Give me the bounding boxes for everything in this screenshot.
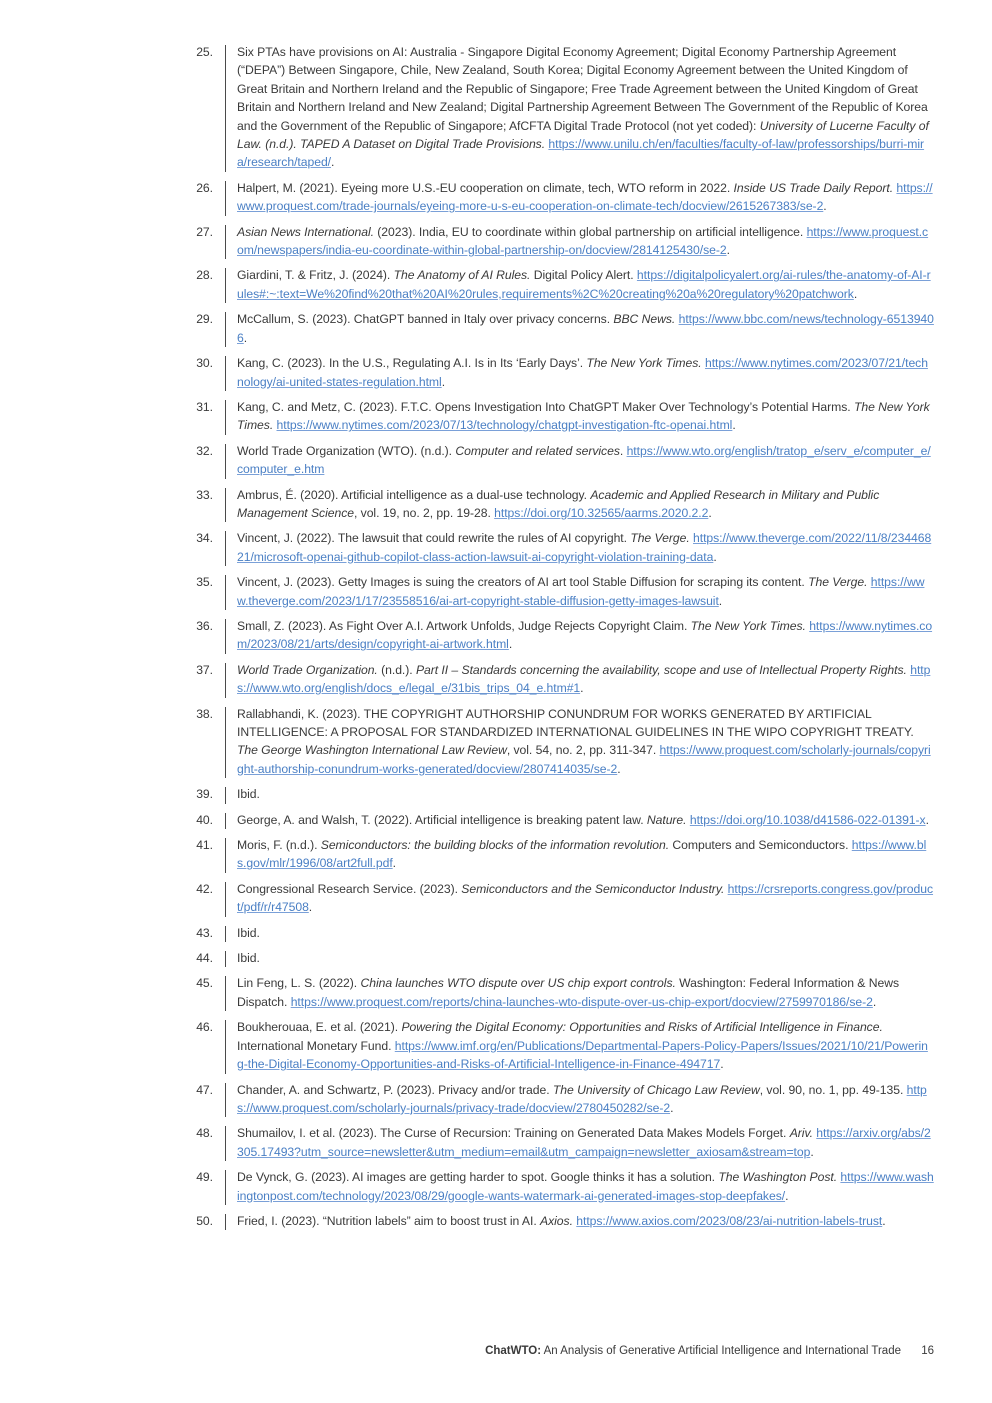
- reference-link[interactable]: https://www.nytimes.com/2023/08/21/arts/design/copyright-ai-artwork.html: [237, 618, 933, 652]
- reference-divider: [225, 1214, 226, 1230]
- reference-text: [237, 181, 933, 213]
- reference-text-segment: Vincent, J. (2023). Getty Images is suing the creators of AI art tool Stable Diffusion for scraping its content.: [237, 575, 809, 590]
- reference-number: 33.: [196, 487, 213, 502]
- reference-divider: [225, 400, 226, 435]
- reference-italic-text: China launches WTO dispute over US chip export controls.: [360, 976, 676, 991]
- reference-item: [0, 1124, 992, 1161]
- reference-text-segment: (n.d.).: [377, 662, 416, 677]
- reference-divider: [225, 312, 226, 347]
- reference-item: [0, 661, 992, 698]
- reference-link[interactable]: https://www.proquest.com/trade-journals/eyeing-more-u-s-eu-cooperation-on-climate-tech/docview/2615267383/se-2: [237, 180, 933, 214]
- footer-title: [485, 1345, 901, 1357]
- reference-divider: [225, 882, 226, 917]
- reference-text-segment: Fried, I. (2023). “Nutrition labels” aim to boost trust in AI.: [237, 1213, 541, 1228]
- reference-text: [237, 663, 930, 695]
- reference-italic-text: The New York Times.: [586, 356, 702, 371]
- reference-italic-text: Asian News International.: [237, 224, 374, 239]
- reference-item: [0, 949, 992, 967]
- reference-link[interactable]: https://www.unilu.ch/en/faculties/faculty-of-law/professorships/burri-mira/research/taped/: [237, 137, 925, 170]
- reference-number: 44.: [196, 951, 213, 966]
- reference-item: [0, 266, 992, 303]
- reference-item: [0, 43, 992, 172]
- reference-text: [237, 312, 934, 344]
- reference-divider: [225, 813, 226, 829]
- reference-text-segment: .: [882, 1213, 886, 1228]
- reference-text-segment: Chander, A. and Schwartz, P. (2023). Privacy and/or trade.: [237, 1082, 553, 1097]
- reference-text-segment: .: [508, 637, 513, 652]
- reference-text: [237, 575, 924, 607]
- reference-link[interactable]: https://www.wto.org/english/tratop_e/serv_e/computer_e/computer_e.htm: [237, 443, 931, 477]
- reference-link[interactable]: https://www.bls.gov/mlr/1996/08/art2full.pdf: [237, 838, 927, 871]
- reference-item: [0, 354, 992, 391]
- reference-italic-text: Ariv.: [789, 1126, 813, 1141]
- reference-divider: [225, 707, 226, 779]
- reference-text: [237, 838, 926, 870]
- reference-italic-text: Computer and related services: [455, 443, 620, 458]
- reference-divider: [225, 575, 226, 610]
- reference-number: 46.: [196, 1020, 213, 1035]
- reference-divider: [225, 444, 226, 479]
- reference-divider: [225, 926, 226, 942]
- reference-item: [0, 310, 992, 347]
- reference-text: [237, 531, 931, 563]
- reference-text-segment: Vincent, J. (2022). The lawsuit that could rewrite the rules of AI copyright.: [237, 531, 631, 546]
- reference-text-segment: Giardini, T. & Fritz, J. (2024).: [237, 268, 394, 283]
- reference-italic-text: BBC News.: [613, 312, 676, 327]
- reference-number: 41.: [196, 838, 213, 853]
- reference-text-segment: Kang, C. and Metz, C. (2023). F.T.C. Opens Investigation Into ChatGPT Maker Over Technology’s Potential Harms.: [237, 399, 854, 414]
- reference-text: [237, 813, 929, 827]
- reference-number: 37.: [196, 662, 213, 677]
- reference-italic-text: World Trade Organization.: [237, 662, 378, 677]
- reference-number: 27.: [196, 224, 213, 239]
- reference-number: 38.: [196, 706, 213, 721]
- reference-text: [237, 225, 928, 257]
- reference-link[interactable]: https://www.proquest.com/reports/china-launches-wto-dispute-over-us-chip-export/docview/2759970186/se-2: [290, 994, 873, 1009]
- reference-italic-text: Semiconductors: the building blocks of the information revolution.: [320, 838, 670, 853]
- reference-text-segment: .: [720, 1057, 724, 1072]
- reference-number: 45.: [196, 976, 213, 991]
- reference-item: [0, 223, 992, 260]
- reference-text-segment: .: [810, 1144, 814, 1159]
- reference-italic-text: Nature.: [646, 812, 687, 827]
- reference-number: 34.: [196, 531, 213, 546]
- reference-link[interactable]: https://www.bbc.com/news/technology-65139406: [237, 312, 934, 345]
- reference-divider: [225, 1020, 226, 1073]
- reference-italic-text: The Washington Post.: [718, 1170, 838, 1185]
- reference-item: [0, 573, 992, 610]
- reference-number: 29.: [196, 312, 213, 327]
- reference-italic-text: The Verge.: [808, 575, 868, 590]
- reference-italic-text: The New York Times.: [237, 399, 930, 433]
- reference-text-segment: Lin Feng, L. S. (2022).: [237, 976, 361, 991]
- reference-divider: [225, 838, 226, 873]
- reference-text-segment: Small, Z. (2023). As Fight Over A.I. Artwork Unfolds, Judge Rejects Copyright Claim.: [237, 618, 691, 633]
- page-number: 16: [921, 1345, 934, 1357]
- reference-text-segment: Six PTAs have provisions on AI: Australia - Singapore Digital Economy Agreement; Digital Economy Partnership Agreement (“DEPA”) Between Singapore, Chile, New Zealand, South Korea; Digital Economy Agreement between the United Kingdom of Great Britain and Northern Ireland and the Republic of Singapore; Free Trade Agreement between the United Kingdom of Great Britain and Northern Ireland and New Zealand; Digital Partnership Agreement Between The Government of the Republic of Korea and the Government of the Republic of Singapore; AfCFTA Digital Trade Protocol (not yet coded):: [237, 45, 928, 133]
- reference-link[interactable]: https://www.imf.org/en/Publications/Departmental-Papers-Policy-Papers/Issues/2021/10/21/Powering-the-Digital-Economy-Opportunities-and-Risks-of-Artificial-Intelligence-in-Finance-494717: [237, 1038, 928, 1072]
- reference-text-segment: Rallabhandi, K. (2023). THE COPYRIGHT AUTHORSHIP CONUNDRUM FOR WORKS GENERATED BY ARTIFICIAL INTELLIGENCE: A PROPOSAL FOR STANDARDIZED INTERNATIONAL GUIDELINES IN THE WIPO COPYRIGHT TREATY.: [237, 706, 914, 739]
- reference-number: 39.: [196, 787, 213, 802]
- reference-divider: [225, 488, 226, 523]
- reference-text-segment: .: [713, 549, 717, 564]
- reference-text-segment: De Vynck, G. (2023). AI images are getting harder to spot. Google thinks it has a solution.: [237, 1170, 719, 1185]
- reference-link[interactable]: https://www.theverge.com/2023/1/17/23558516/ai-art-copyright-stable-diffusion-getty-images-lawsuit: [237, 575, 925, 608]
- reference-link[interactable]: https://www.proquest.com/newspapers/india-eu-coordinate-within-global-partnership-on/docview/2814125430/se-2: [237, 224, 929, 258]
- reference-text-segment: , vol. 19, no. 2, pp. 19-28.: [353, 505, 495, 520]
- reference-item: [0, 529, 992, 566]
- reference-item: [0, 617, 992, 654]
- reference-italic-text: The Anatomy of AI Rules.: [393, 268, 531, 283]
- reference-text: [237, 400, 930, 432]
- reference-item: [0, 1212, 992, 1230]
- reference-text-segment: .: [872, 994, 877, 1009]
- reference-text: [237, 951, 260, 965]
- reference-number: 26.: [196, 180, 213, 195]
- reference-text-segment: George, A. and Walsh, T. (2022). Artificial intelligence is breaking patent law.: [237, 812, 647, 827]
- reference-divider: [225, 1126, 226, 1161]
- reference-text-segment: Moris, F. (n.d.).: [237, 838, 321, 853]
- reference-text: [237, 488, 879, 520]
- reference-italic-text: Part II – Standards concerning the availability, scope and use of Intellectual Property Rights.: [415, 662, 907, 677]
- reference-item: [0, 924, 992, 942]
- reference-text-segment: Ibid.: [237, 925, 260, 940]
- reference-italic-text: Semiconductors and the Semiconductor Industry.: [461, 881, 725, 896]
- reference-text-segment: Washington: Federal Information & News Dispatch.: [237, 976, 899, 1009]
- reference-number: 31.: [196, 399, 213, 414]
- reference-text: [237, 268, 931, 300]
- reference-divider: [225, 787, 226, 803]
- reference-text-segment: .: [732, 418, 736, 433]
- reference-item: [0, 1081, 992, 1118]
- reference-italic-text: Axios.: [540, 1213, 573, 1228]
- reference-link[interactable]: https://doi.org/10.1038/d41586-022-01391-x: [689, 812, 926, 827]
- reference-text-segment: .: [823, 199, 827, 214]
- reference-text-segment: Boukherouaa, E. et al. (2021).: [237, 1020, 402, 1035]
- reference-text: [237, 1126, 931, 1158]
- reference-text: [237, 1214, 886, 1228]
- reference-item: [0, 974, 992, 1011]
- reference-link[interactable]: https://www.nytimes.com/2023/07/13/technology/chatgpt-investigation-ftc-openai.html: [276, 418, 733, 433]
- reference-text-segment: World Trade Organization (WTO). (n.d.).: [237, 443, 456, 458]
- reference-text-segment: Ibid.: [237, 787, 260, 802]
- reference-text-segment: Halpert, M. (2021). Eyeing more U.S.-EU cooperation on climate, tech, WTO reform in 2022.: [237, 180, 734, 195]
- reference-italic-text: Powering the Digital Economy: Opportunities and Risks of Artificial Intelligence in Finance.: [401, 1020, 883, 1035]
- reference-number: 28.: [196, 268, 213, 283]
- reference-link[interactable]: https://digitalpolicyalert.org/ai-rules/the-anatomy-of-AI-rules#:~:text=We%20find%20that%20AI%20rules,requirements%2C%20creating%20a%20regulatory%20patchwork: [237, 268, 931, 301]
- reference-link[interactable]: https://www.theverge.com/2022/11/8/23446821/microsoft-openai-github-copilot-class-action-lawsuit-ai-copyright-violation-training-data: [237, 531, 932, 564]
- reference-number: 35.: [196, 575, 213, 590]
- reference-text: [237, 444, 931, 476]
- reference-divider: [225, 45, 226, 172]
- reference-text-segment: Digital Policy Alert.: [530, 268, 637, 283]
- reference-text-segment: , vol. 54, no. 2, pp. 311-347.: [506, 743, 660, 758]
- reference-link[interactable]: https://www.proquest.com/scholarly-journals/privacy-trade/docview/2780450282/se-2: [237, 1082, 927, 1115]
- reference-text-segment: .: [243, 330, 248, 345]
- reference-link[interactable]: https://crsreports.congress.gov/product/pdf/r/r47508: [237, 881, 934, 915]
- reference-text-segment: .: [785, 1188, 789, 1203]
- reference-text: [237, 1020, 928, 1071]
- reference-link[interactable]: https://www.nytimes.com/2023/07/21/technology/ai-united-states-regulation.html: [237, 356, 928, 389]
- reference-italic-text: The University of Chicago Law Review: [552, 1082, 760, 1097]
- reference-item: [0, 785, 992, 803]
- footer-title-text: An Analysis of Generative Artificial Intelligence and International Trade: [541, 1345, 901, 1357]
- references-list: [0, 43, 992, 1237]
- reference-item: [0, 398, 992, 435]
- reference-text: [237, 356, 928, 388]
- reference-text-segment: Congressional Research Service. (2023).: [237, 881, 462, 896]
- reference-text-segment: .: [925, 812, 929, 827]
- reference-text: [237, 882, 933, 914]
- reference-text-segment: .: [392, 856, 397, 871]
- reference-text: [237, 976, 899, 1008]
- reference-divider: [225, 951, 226, 967]
- reference-italic-text: The New York Times.: [690, 618, 806, 633]
- reference-divider: [225, 181, 226, 216]
- reference-text: [237, 707, 931, 776]
- reference-text-segment: .: [308, 900, 313, 915]
- reference-italic-text: Academic and Applied Research in Military and Public Management Science: [237, 487, 880, 520]
- reference-link[interactable]: https://www.wto.org/english/docs_e/legal_e/31bis_trips_04_e.htm#1: [237, 662, 931, 696]
- reference-number: 25.: [196, 45, 213, 59]
- reference-text-segment: .: [441, 374, 446, 389]
- reference-text-segment: Kang, C. (2023). In the U.S., Regulating A.I. Is in Its ‘Early Days’.: [237, 356, 587, 371]
- reference-item: [0, 880, 992, 917]
- reference-divider: [225, 976, 226, 1011]
- reference-link[interactable]: https://arxiv.org/abs/2305.17493?utm_source=newsletter&utm_medium=email&utm_campaign=newsletter_axiosam&stream=top: [237, 1126, 931, 1159]
- reference-number: 49.: [196, 1170, 213, 1185]
- reference-number: 30.: [196, 356, 213, 371]
- reference-divider: [225, 663, 226, 698]
- reference-italic-text: The Verge.: [630, 531, 690, 546]
- reference-number: 36.: [196, 618, 213, 633]
- reference-text-segment: .: [726, 243, 730, 258]
- reference-text-segment: .: [670, 1100, 674, 1115]
- reference-text-segment: .: [619, 443, 627, 458]
- reference-number: 43.: [196, 925, 213, 940]
- reference-text-segment: McCallum, S. (2023). ChatGPT banned in Italy over privacy concerns.: [237, 312, 614, 327]
- reference-divider: [225, 619, 226, 654]
- reference-text-segment: .: [580, 681, 584, 696]
- reference-text-segment: (2023). India, EU to coordinate within global partnership on artificial intelligence.: [373, 224, 807, 239]
- reference-text: [237, 787, 260, 801]
- reference-text-segment: Computers and Semiconductors.: [669, 838, 852, 853]
- footer-brand: ChatWTO:: [485, 1345, 542, 1357]
- reference-divider: [225, 268, 226, 303]
- reference-text-segment: International Monetary Fund.: [237, 1038, 395, 1053]
- reference-divider: [225, 356, 226, 391]
- reference-italic-text: Inside US Trade Daily Report.: [733, 180, 894, 195]
- reference-link[interactable]: https://www.axios.com/2023/08/23/ai-nutrition-labels-trust: [576, 1213, 883, 1228]
- reference-text-segment: , vol. 90, no. 1, pp. 49-135.: [759, 1082, 907, 1097]
- reference-number: 32.: [196, 443, 213, 458]
- reference-text: [237, 619, 932, 651]
- reference-item: [0, 486, 992, 523]
- reference-number: 40.: [196, 812, 213, 827]
- reference-divider: [225, 225, 226, 260]
- reference-item: [0, 811, 992, 829]
- reference-text-segment: .: [331, 155, 335, 170]
- reference-text-segment: Ibid.: [237, 951, 260, 966]
- reference-item: [0, 442, 992, 479]
- reference-text-segment: Ambrus, É. (2020). Artificial intelligence as a dual-use technology.: [237, 487, 591, 502]
- reference-italic-text: The George Washington International Law Review: [237, 743, 507, 758]
- reference-item: [0, 836, 992, 873]
- reference-text-segment: .: [617, 761, 621, 776]
- reference-text: [237, 45, 929, 169]
- reference-link[interactable]: https://www.washingtonpost.com/technology/2023/08/29/google-wants-watermark-ai-generated-images-stop-deepfakes/: [237, 1170, 934, 1203]
- reference-item: [0, 1168, 992, 1205]
- reference-divider: [225, 1083, 226, 1118]
- reference-text-segment: .: [718, 593, 723, 608]
- reference-item: [0, 705, 992, 779]
- reference-divider: [225, 1170, 226, 1205]
- reference-item: [0, 179, 992, 216]
- reference-text: [237, 926, 260, 940]
- reference-link[interactable]: https://doi.org/10.32565/aarms.2020.2.2: [494, 505, 709, 520]
- reference-number: 48.: [196, 1126, 213, 1141]
- reference-text-segment: .: [708, 505, 712, 520]
- reference-text: [237, 1170, 934, 1202]
- reference-number: 47.: [196, 1082, 213, 1097]
- reference-number: 50.: [196, 1213, 213, 1228]
- reference-text-segment: Shumailov, I. et al. (2023). The Curse of Recursion: Training on Generated Data Makes Models Forget.: [237, 1126, 790, 1141]
- reference-number: 42.: [196, 881, 213, 896]
- reference-text-segment: .: [853, 286, 858, 301]
- reference-text: [237, 1083, 927, 1115]
- reference-item: [0, 1018, 992, 1073]
- reference-divider: [225, 531, 226, 566]
- reference-link[interactable]: https://www.proquest.com/scholarly-journals/copyright-authorship-conundrum-works-generated/docview/2807414035/se-2: [237, 743, 931, 776]
- reference-italic-text: University of Lucerne Faculty of Law. (n.d.). TAPED A Dataset on Digital Trade Provisions.: [237, 118, 929, 152]
